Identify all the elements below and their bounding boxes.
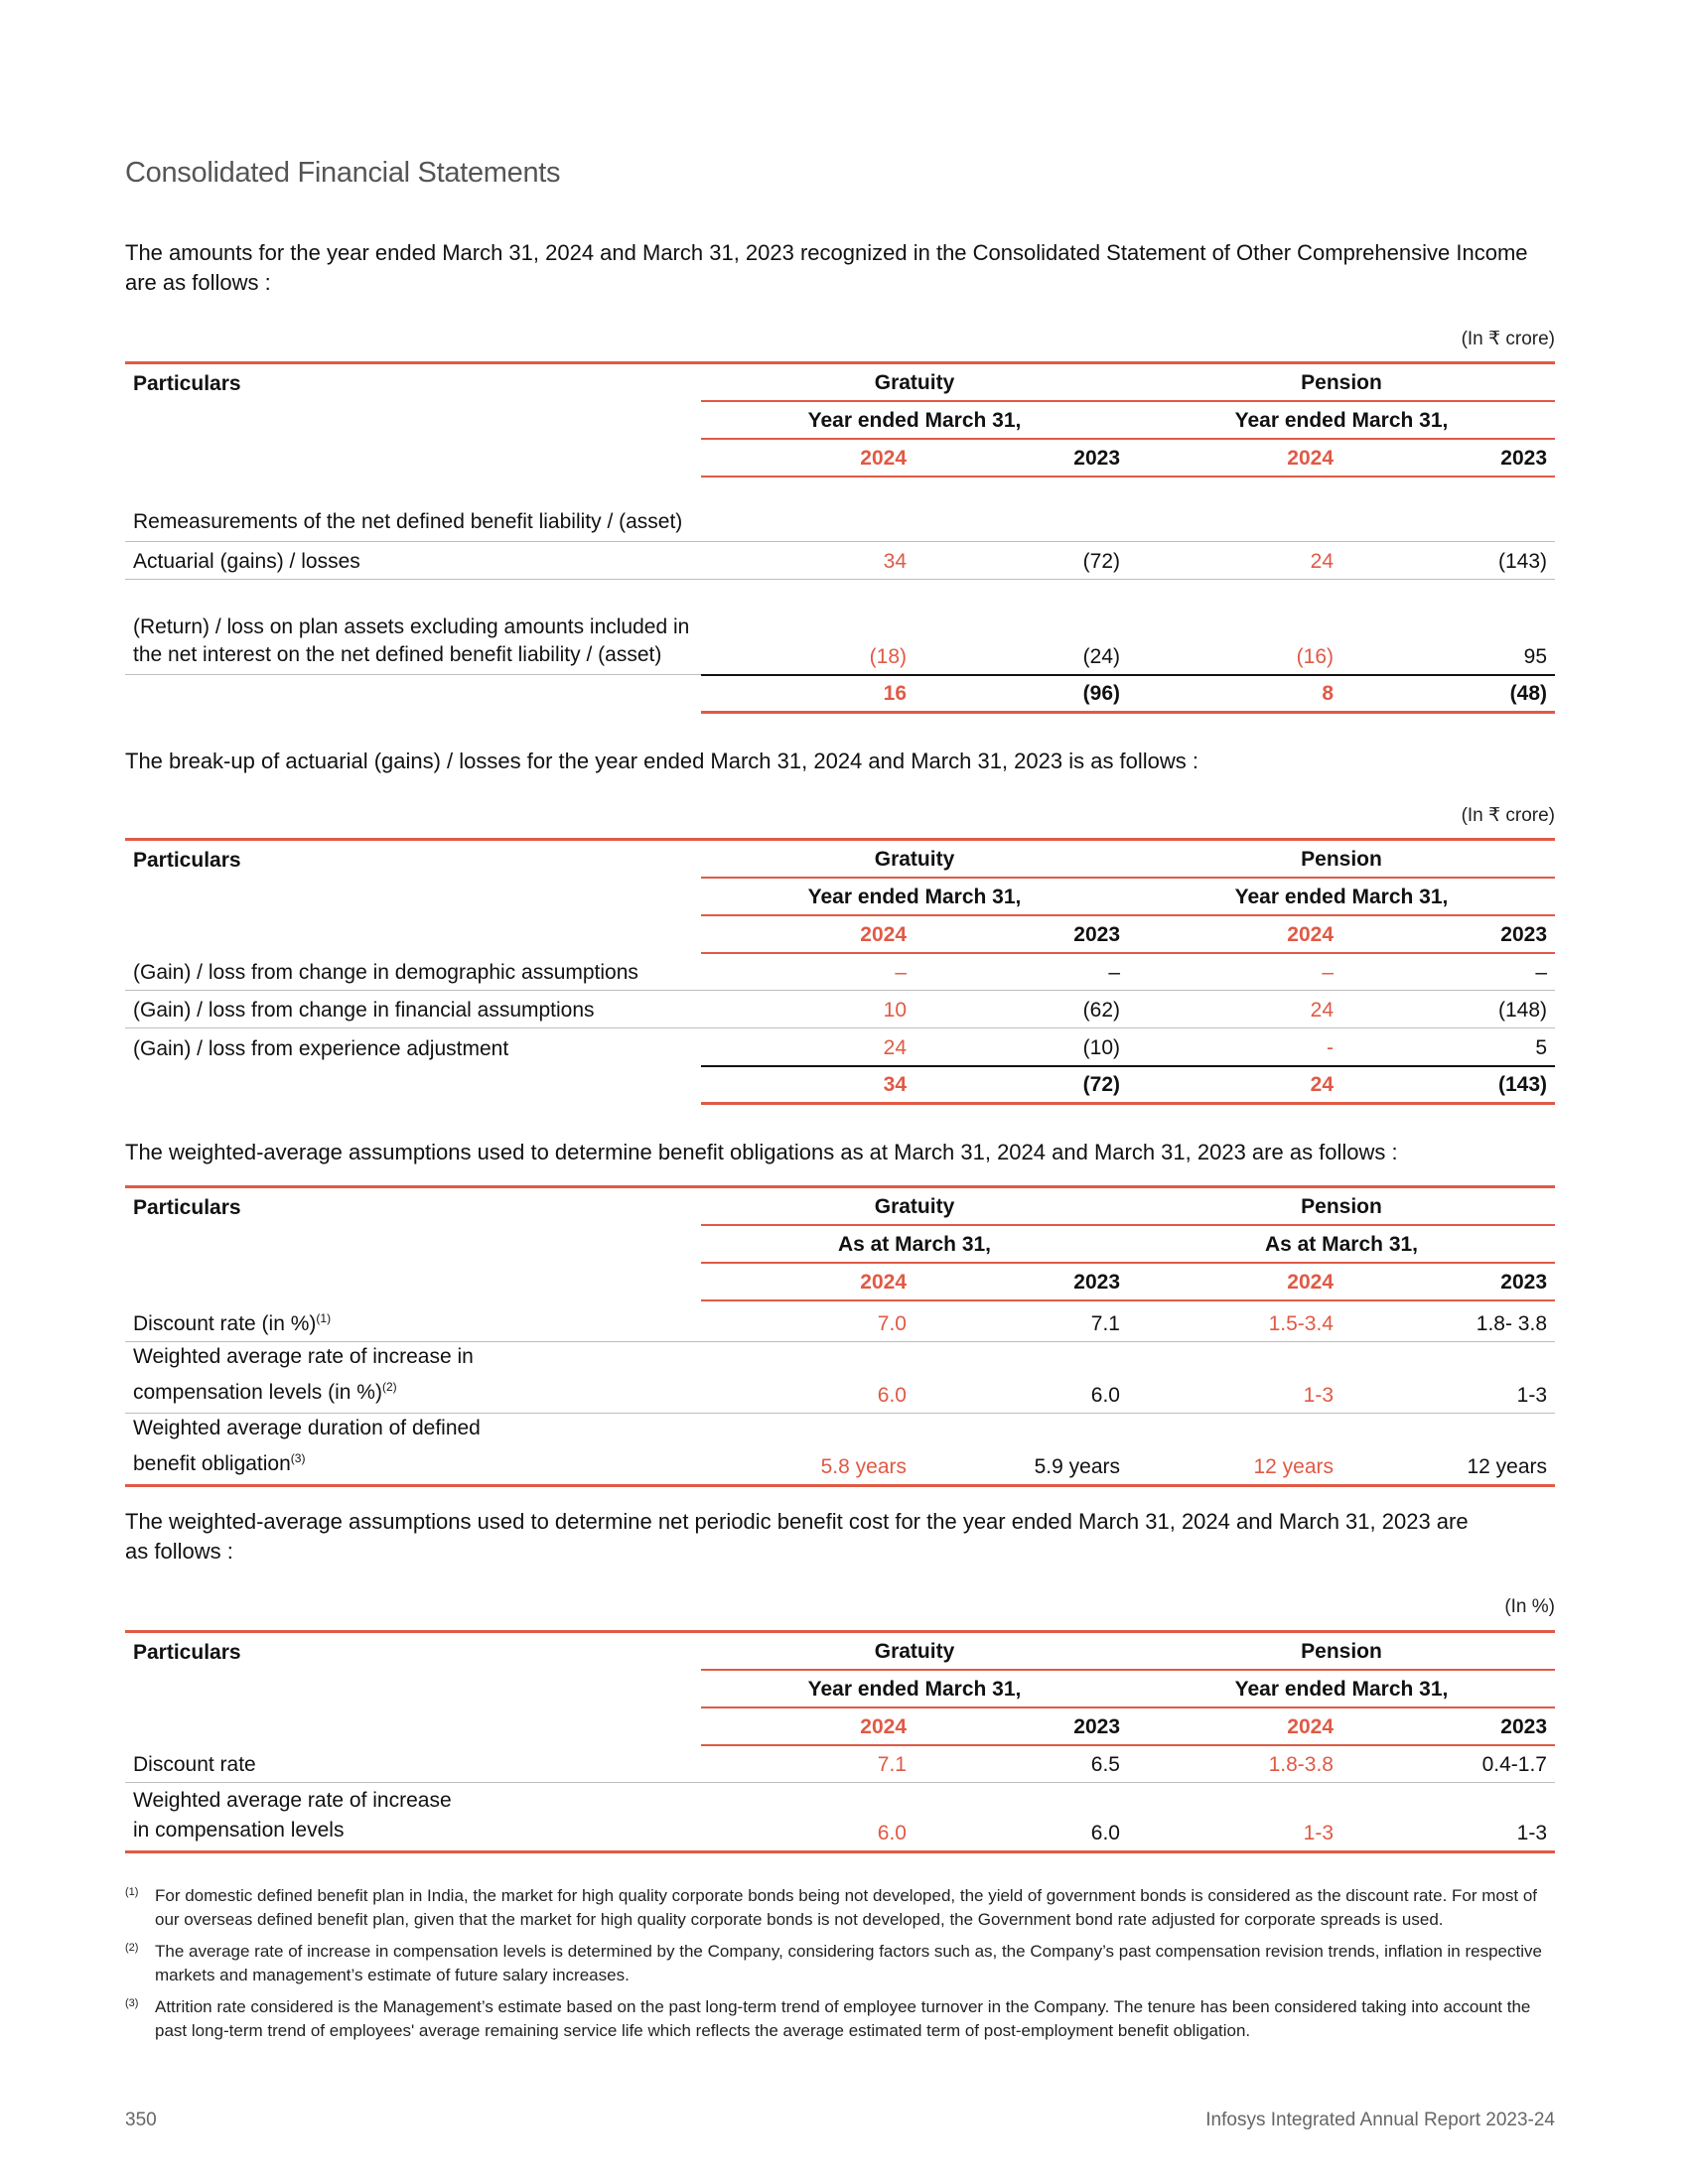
- total-value: 34: [701, 1066, 914, 1104]
- header-year: 2023: [914, 1707, 1128, 1745]
- header-year: 2023: [1341, 439, 1555, 477]
- cell-value: 1-3: [1128, 1342, 1341, 1414]
- table-row: [125, 1414, 1555, 1486]
- total-value: 16: [701, 675, 914, 713]
- header-gratuity-period: Year ended March 31,: [701, 878, 1128, 915]
- table-row: [125, 1300, 1555, 1342]
- cell-value: 24: [1128, 991, 1341, 1028]
- cell-value: 1.5-3.4: [1128, 1300, 1341, 1342]
- cell-value: (72): [914, 542, 1128, 580]
- page-title: Consolidated Financial Statements: [125, 157, 561, 189]
- row-label: Weighted average rate of increase in compensation levels: [125, 1783, 701, 1852]
- cell-value: 24: [1128, 542, 1341, 580]
- header-year: 2023: [1341, 1707, 1555, 1745]
- section4-intro: The weighted-average assumptions used to determine net periodic benefit cost for the year ended March 31, 2024 and March 31, 2023 are as follows :: [125, 1509, 1469, 1564]
- footnote-marker: (1): [125, 1886, 139, 1898]
- section4-unit: (In %): [1504, 1596, 1555, 1617]
- row-label: Discount rate: [125, 1745, 701, 1783]
- cell-value: (10): [1082, 1035, 1120, 1059]
- header-year: 2023: [914, 915, 1128, 953]
- section2-unit: (In ₹ crore): [1461, 805, 1555, 826]
- table-row: [125, 953, 1555, 991]
- header-pension: Pension: [1128, 363, 1555, 401]
- cell-value: 6.5: [914, 1745, 1128, 1783]
- cell-value: [914, 477, 1128, 542]
- row-label: [125, 1342, 701, 1414]
- header-year: 2024: [701, 1707, 914, 1745]
- cell-value: (148): [1341, 991, 1555, 1028]
- section1-unit: (In ₹ crore): [1461, 329, 1555, 349]
- cell-value: –: [1128, 953, 1341, 991]
- cell-value: 95: [1341, 580, 1555, 675]
- footnote-text: For domestic defined benefit plan in India, the market for high quality corporate bonds being not developed, the yield of government bonds is considered as the discount rate. For most of our overseas defined benefit plan, given that the market for high quality corporate bonds is not developed, the Government bond rate adjusted for corporate spreads is used.: [155, 1886, 1537, 1929]
- header-year: 2023: [914, 1263, 1128, 1300]
- net-periodic-cost-assumptions-table: [125, 1630, 1555, 1853]
- header-gratuity-period: Year ended March 31,: [701, 401, 1128, 439]
- header-pension-period: As at March 31,: [1128, 1225, 1555, 1263]
- cell-value: 6.0: [914, 1783, 1128, 1852]
- footnote: [125, 1995, 1555, 2043]
- total-value: 8: [1128, 675, 1341, 713]
- header-particulars: Particulars: [125, 1187, 701, 1300]
- cell-value: 34: [701, 542, 914, 580]
- row-label: (Gain) / loss from change in demographic assumptions: [125, 953, 701, 991]
- header-gratuity: Gratuity: [701, 363, 1128, 401]
- table-row: [125, 991, 1555, 1028]
- cell-value: (62): [914, 991, 1128, 1028]
- footnote-marker: (2): [125, 1942, 139, 1954]
- header-particulars: Particulars: [125, 1632, 701, 1745]
- section1-intro: The amounts for the year ended March 31, 2024 and March 31, 2023 recognized in the Consolidated Statement of Other Comprehensive Income are as follows :: [125, 240, 1528, 295]
- total-row: [125, 675, 1555, 713]
- table-row: [125, 477, 1555, 542]
- cell-value: –: [701, 953, 914, 991]
- cell-value: 10: [701, 991, 914, 1028]
- cell-value: 7.1: [701, 1745, 914, 1783]
- cell-value: (16): [1128, 580, 1341, 675]
- footnote-ref: (1): [316, 1311, 332, 1325]
- header-pension: Pension: [1128, 840, 1555, 878]
- header-year: 2024: [1128, 1263, 1341, 1300]
- cell-value: 24: [883, 1035, 907, 1059]
- row-label: Actuarial (gains) / losses: [125, 542, 701, 580]
- footnote: [125, 1884, 1555, 1932]
- header-gratuity: Gratuity: [701, 1632, 1128, 1670]
- row-label: (Gain) / loss from experience adjustment: [133, 1036, 509, 1060]
- table-row: [125, 1745, 1555, 1783]
- footnote-text: Attrition rate considered is the Management’s estimate based on the past long-term trend of employee turnover in the Company. The tenure has been considered taking into account the past long-term trend of employees' average remaining service life which reflects the average estimated term of post-employment benefit obligation.: [155, 1997, 1531, 2040]
- row-label: (Return) / loss on plan assets excluding amounts included in the net interest on the net defined benefit liability / (asset): [125, 580, 701, 675]
- cell-value: [701, 477, 914, 542]
- cell-value: 7.1: [914, 1300, 1128, 1342]
- footnote-ref: (2): [381, 1380, 397, 1394]
- header-pension-period: Year ended March 31,: [1128, 1670, 1555, 1707]
- cell-value: 6.0: [914, 1342, 1128, 1414]
- report-title: Infosys Integrated Annual Report 2023-24: [1205, 2110, 1555, 2130]
- row-label: Remeasurements of the net defined benefit liability / (asset): [125, 477, 701, 542]
- cell-value: [1128, 477, 1341, 542]
- footnotes: [125, 1884, 1555, 2051]
- total-value: (96): [914, 675, 1128, 713]
- cell-value: 7.0: [701, 1300, 914, 1342]
- cell-value: (24): [914, 580, 1128, 675]
- cell-value: 5: [1535, 1035, 1547, 1059]
- header-gratuity: Gratuity: [701, 1187, 1128, 1225]
- cell-value: 0.4-1.7: [1341, 1745, 1555, 1783]
- table-row: [125, 580, 1555, 675]
- row-label-text: Discount rate (in %): [133, 1312, 317, 1335]
- cell-value: 5.8 years: [701, 1414, 914, 1486]
- header-gratuity-period: As at March 31,: [701, 1225, 1128, 1263]
- header-year: 2023: [1341, 1263, 1555, 1300]
- header-year: 2024: [1128, 439, 1341, 477]
- footnote-ref: (3): [290, 1451, 306, 1465]
- footnote-text: The average rate of increase in compensation levels is determined by the Company, considering factors such as, the Company’s past compensation revision trends, inflation in respective markets and management’s estimate of future salary increases.: [155, 1942, 1542, 1984]
- cell-value: 1.8-3.8: [1128, 1745, 1341, 1783]
- header-year: 2024: [701, 439, 914, 477]
- cell-value: –: [914, 953, 1128, 991]
- header-year: 2024: [1128, 915, 1341, 953]
- cell-value: 1.8- 3.8: [1341, 1300, 1555, 1342]
- section2-intro: The break-up of actuarial (gains) / losses for the year ended March 31, 2024 and March 31, 2023 is as follows :: [125, 749, 1199, 773]
- header-pension-period: Year ended March 31,: [1128, 878, 1555, 915]
- cell-value: 1-3: [1341, 1342, 1555, 1414]
- footnote: [125, 1940, 1555, 1987]
- header-pension: Pension: [1128, 1187, 1555, 1225]
- header-pension-period: Year ended March 31,: [1128, 401, 1555, 439]
- cell-value: 1-3: [1128, 1783, 1341, 1852]
- table-row: [125, 1783, 1555, 1852]
- cell-value: -: [1327, 1035, 1334, 1059]
- actuarial-breakup-table: [125, 838, 1555, 1105]
- cell-value: [1341, 477, 1555, 542]
- total-value: (48): [1341, 675, 1555, 713]
- table-row: [125, 542, 1555, 580]
- cell-value: (18): [701, 580, 914, 675]
- cell-value: 12 years: [1341, 1414, 1555, 1486]
- oci-table: [125, 361, 1555, 714]
- cell-value: 1-3: [1341, 1783, 1555, 1852]
- header-year: 2023: [914, 439, 1128, 477]
- benefit-obligation-assumptions-table: [125, 1185, 1555, 1487]
- header-gratuity: Gratuity: [701, 840, 1128, 878]
- header-gratuity-period: Year ended March 31,: [701, 1670, 1128, 1707]
- header-year: 2023: [1341, 915, 1555, 953]
- total-value: 24: [1128, 1066, 1341, 1104]
- row-label-text: Weighted average duration of defined benefit obligation: [133, 1417, 481, 1475]
- header-year: 2024: [701, 1263, 914, 1300]
- row-label: (Gain) / loss from change in financial assumptions: [125, 991, 701, 1028]
- cell-value: 6.0: [701, 1783, 914, 1852]
- table-row: [125, 1028, 1555, 1066]
- section3-intro: The weighted-average assumptions used to determine benefit obligations as at March 31, 2024 and March 31, 2023 are as follows :: [125, 1140, 1398, 1164]
- row-label-text: Weighted average rate of increase in compensation levels (in %): [133, 1345, 474, 1404]
- footnote-marker: (3): [125, 1997, 139, 2009]
- cell-value: 12 years: [1128, 1414, 1341, 1486]
- cell-value: 5.9 years: [914, 1414, 1128, 1486]
- header-year: 2024: [1128, 1707, 1341, 1745]
- cell-value: (143): [1341, 542, 1555, 580]
- total-value: (143): [1341, 1066, 1555, 1104]
- header-pension: Pension: [1128, 1632, 1555, 1670]
- header-particulars: Particulars: [125, 363, 701, 477]
- cell-value: 6.0: [701, 1342, 914, 1414]
- total-row: [125, 1066, 1555, 1104]
- total-value: (72): [914, 1066, 1128, 1104]
- header-particulars: Particulars: [125, 840, 701, 953]
- row-label: [125, 1414, 701, 1486]
- header-year: 2024: [701, 915, 914, 953]
- table-row: [125, 1342, 1555, 1414]
- row-label: [125, 1300, 701, 1342]
- cell-value: –: [1341, 953, 1555, 991]
- page-number: 350: [125, 2110, 157, 2130]
